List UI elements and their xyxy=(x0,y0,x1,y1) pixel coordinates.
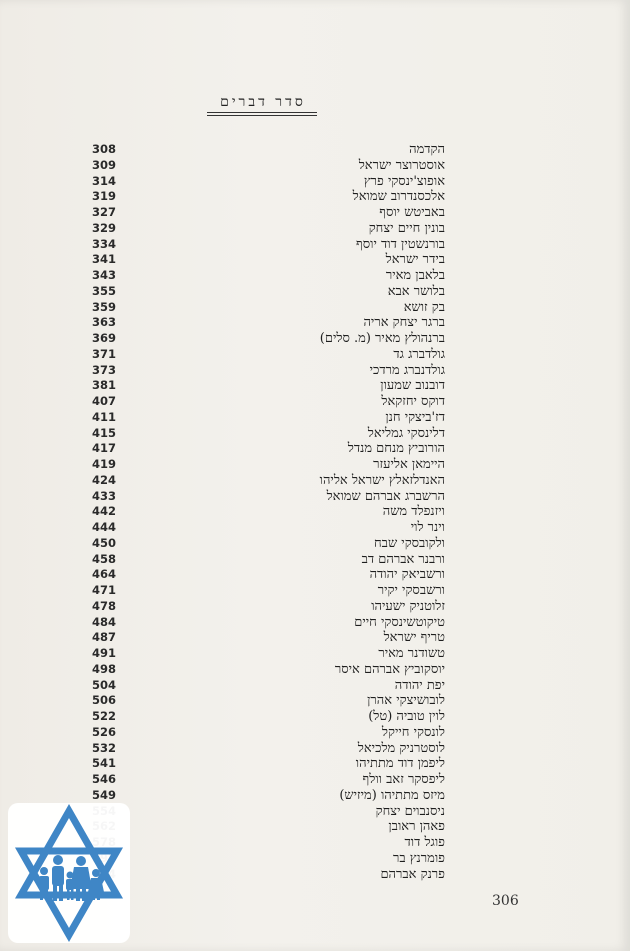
toc-entry-name: פוגל דוד xyxy=(404,835,445,850)
toc-entry-name: לובושיצקי אהרן xyxy=(367,693,445,709)
toc-entry-page: 341 xyxy=(92,252,117,267)
toc-entry xyxy=(60,646,480,662)
toc-entry-page: 532 xyxy=(92,740,117,755)
toc-entry-name: אוסטרוצר ישראל xyxy=(358,157,445,173)
toc-entry-page: 363 xyxy=(92,315,117,330)
toc-entry-name: ויזנפלד משה xyxy=(382,504,445,520)
toc-entry-name: בלאבן מאיר xyxy=(385,268,445,283)
toc-entry-page: 371 xyxy=(92,346,117,361)
toc-entry xyxy=(60,252,480,268)
toc-entry-page: 417 xyxy=(92,441,117,456)
toc-entry-name: דז'ביצקי חנן xyxy=(385,409,445,425)
toc-entry xyxy=(60,378,480,394)
toc-entry-name: דלינסקי גמליאל xyxy=(367,425,445,441)
toc-entry-name: ורשבסקי יקיר xyxy=(377,583,445,598)
toc-entry xyxy=(60,347,480,363)
toc-entry xyxy=(60,268,480,284)
title-underline-top xyxy=(207,112,317,113)
toc-entry-page: 419 xyxy=(92,457,117,471)
toc-entry-page: 334 xyxy=(92,236,117,251)
toc-entry xyxy=(60,315,480,331)
toc-entry-page: 491 xyxy=(92,646,117,660)
page-number: 306 xyxy=(492,893,519,909)
toc-entry-page: 319 xyxy=(92,189,117,204)
toc-entry-page: 487 xyxy=(92,630,117,645)
toc-entry xyxy=(60,410,480,426)
toc-entry-page: 541 xyxy=(92,756,117,771)
toc-entry-page: 381 xyxy=(92,378,117,393)
toc-entry-page: 308 xyxy=(92,142,117,156)
toc-entry-name: פרנק אברהם xyxy=(380,866,445,882)
toc-entry xyxy=(60,772,480,788)
title-underline-bottom xyxy=(207,115,317,116)
toc-entry-name: זלוטניק ישעיהו xyxy=(371,598,445,614)
toc-entry-page: 458 xyxy=(92,551,117,566)
toc-entry-name: פומרנץ בר xyxy=(392,850,445,866)
toc-entry-name: לוסטרניק מלכיאל xyxy=(357,740,445,756)
toc-entry-name: וינר לוי xyxy=(410,520,445,535)
toc-entry-name: אופוצ'ינסקי פרץ xyxy=(363,173,445,189)
toc-entry-name: הורוביץ מנחם מנדל xyxy=(347,441,445,457)
toc-entry-page: 522 xyxy=(92,709,117,723)
toc-entry-page: 504 xyxy=(92,677,117,692)
toc-entry-name: לוין טוביה (טל) xyxy=(368,709,445,724)
toc-entry xyxy=(60,300,480,316)
toc-entry xyxy=(60,158,480,174)
toc-entry-name: פאהן ראובן xyxy=(388,819,445,835)
toc-entry-name: טשודנר מאיר xyxy=(378,646,445,661)
toc-entry xyxy=(60,552,480,568)
toc-entry xyxy=(60,756,480,772)
toc-entry xyxy=(60,567,480,583)
toc-entry-page: 464 xyxy=(92,567,117,582)
toc-entry xyxy=(60,709,480,725)
toc-entry-page: 450 xyxy=(92,535,117,550)
toc-entry xyxy=(60,536,480,552)
toc-entry-name: אלכסנדרוב שמואל xyxy=(352,189,445,205)
toc-entry-page: 407 xyxy=(92,394,117,408)
toc-entry-name: בלושר אבא xyxy=(387,283,445,299)
toc-entry xyxy=(60,189,480,205)
toc-entry-page: 498 xyxy=(92,661,117,676)
toc-entry-name: יפת יהודה xyxy=(394,677,445,693)
toc-entry xyxy=(60,473,480,489)
toc-entry xyxy=(60,363,480,379)
toc-entry-name: מיזס מתתיהו (מיזיש) xyxy=(339,787,445,803)
toc-entry-name: ברנהולץ מאיר (מ. סלים) xyxy=(319,331,445,346)
toc-entry xyxy=(60,504,480,520)
table-of-contents xyxy=(60,142,480,882)
toc-entry-name: בורנשטין דוד יוסף xyxy=(356,236,445,252)
toc-entry-name: בונין חיים יצחק xyxy=(368,220,445,236)
toc-entry-page: 484 xyxy=(92,614,117,629)
toc-entry-name: היימאן אליעזר xyxy=(373,457,445,472)
toc-entry-page: 478 xyxy=(92,598,117,613)
toc-entry xyxy=(60,441,480,457)
toc-entry-name: טיקוטשינסקי חיים xyxy=(354,614,445,630)
toc-entry-name: גולדנברג מרדכי xyxy=(369,362,445,378)
toc-entry-page: 329 xyxy=(92,220,117,235)
toc-entry xyxy=(60,693,480,709)
toc-entry-name: ליפמן דוד מתתיהו xyxy=(355,756,445,772)
toc-entry-page: 343 xyxy=(92,268,117,282)
toc-entry xyxy=(60,662,480,678)
toc-entry xyxy=(60,583,480,599)
toc-entry-name: בק זושא xyxy=(403,299,445,315)
toc-entry-name: הרשברג אברהם שמואל xyxy=(326,488,445,504)
toc-entry-page: 442 xyxy=(92,504,117,519)
toc-entry-page: 309 xyxy=(92,157,117,172)
toc-entry xyxy=(60,599,480,615)
toc-entry-page: 373 xyxy=(92,362,117,377)
toc-entry-name: ברגר יצחק אריה xyxy=(363,315,445,331)
toc-entry xyxy=(60,678,480,694)
toc-entry xyxy=(60,142,480,158)
star-of-david-family-logo-icon xyxy=(8,803,130,943)
toc-entry-page: 506 xyxy=(92,693,117,708)
toc-entry-name: גולדברג גד xyxy=(393,346,445,362)
toc-entry-name: ורבנר אברהם דב xyxy=(361,551,445,567)
toc-entry-page: 314 xyxy=(92,173,117,188)
toc-entry xyxy=(60,725,480,741)
toc-entry xyxy=(60,237,480,253)
toc-entry-page: 444 xyxy=(92,520,117,534)
toc-entry-name: יוסקוביץ אברהם איסר xyxy=(334,661,445,677)
toc-entry xyxy=(60,205,480,221)
toc-entry xyxy=(60,426,480,442)
toc-entry-page: 327 xyxy=(92,205,117,219)
toc-entry-page: 424 xyxy=(92,472,117,487)
toc-entry-page: 415 xyxy=(92,425,117,440)
page-title: סדר דברים xyxy=(220,94,306,110)
toc-entry xyxy=(60,221,480,237)
toc-entry-name: הקדמה xyxy=(409,142,445,157)
toc-entry-name: טריף ישראל xyxy=(383,630,445,646)
toc-entry xyxy=(60,615,480,631)
toc-entry xyxy=(60,520,480,536)
toc-entry xyxy=(60,741,480,757)
toc-entry-page: 369 xyxy=(92,331,117,345)
toc-entry-name: דוקס יחזקאל xyxy=(381,394,445,409)
toc-entry-name: בידר ישראל xyxy=(385,252,445,268)
toc-entry xyxy=(60,331,480,347)
toc-entry-page: 355 xyxy=(92,283,117,298)
toc-entry xyxy=(60,394,480,410)
toc-entry xyxy=(60,284,480,300)
toc-entry-name: לונסקי חייקל xyxy=(381,724,445,740)
toc-entry xyxy=(60,457,480,473)
toc-entry-name: ורשביאק יהודה xyxy=(369,567,445,583)
toc-entry-name: ליפסקר זאב וולף xyxy=(362,772,445,787)
toc-entry-page: 359 xyxy=(92,299,117,314)
toc-entry-page: 411 xyxy=(92,409,117,424)
toc-entry-name: דובנוב שמעון xyxy=(380,378,445,394)
toc-entry xyxy=(60,630,480,646)
toc-entry-name: האנדלזאלץ ישראל אליהו xyxy=(319,472,445,488)
toc-entry-page: 546 xyxy=(92,772,117,786)
toc-entry-page: 471 xyxy=(92,583,117,597)
toc-entry-name: ניסנבוים יצחק xyxy=(375,803,445,819)
toc-entry-name: באביטש יוסף xyxy=(379,205,445,220)
toc-entry-page: 549 xyxy=(92,787,117,802)
toc-entry-page: 526 xyxy=(92,724,117,739)
toc-entry-name: ולקובסקי שבח xyxy=(373,535,445,551)
toc-entry xyxy=(60,174,480,190)
toc-entry-page: 433 xyxy=(92,488,117,503)
toc-entry xyxy=(60,788,480,804)
toc-entry xyxy=(60,489,480,505)
